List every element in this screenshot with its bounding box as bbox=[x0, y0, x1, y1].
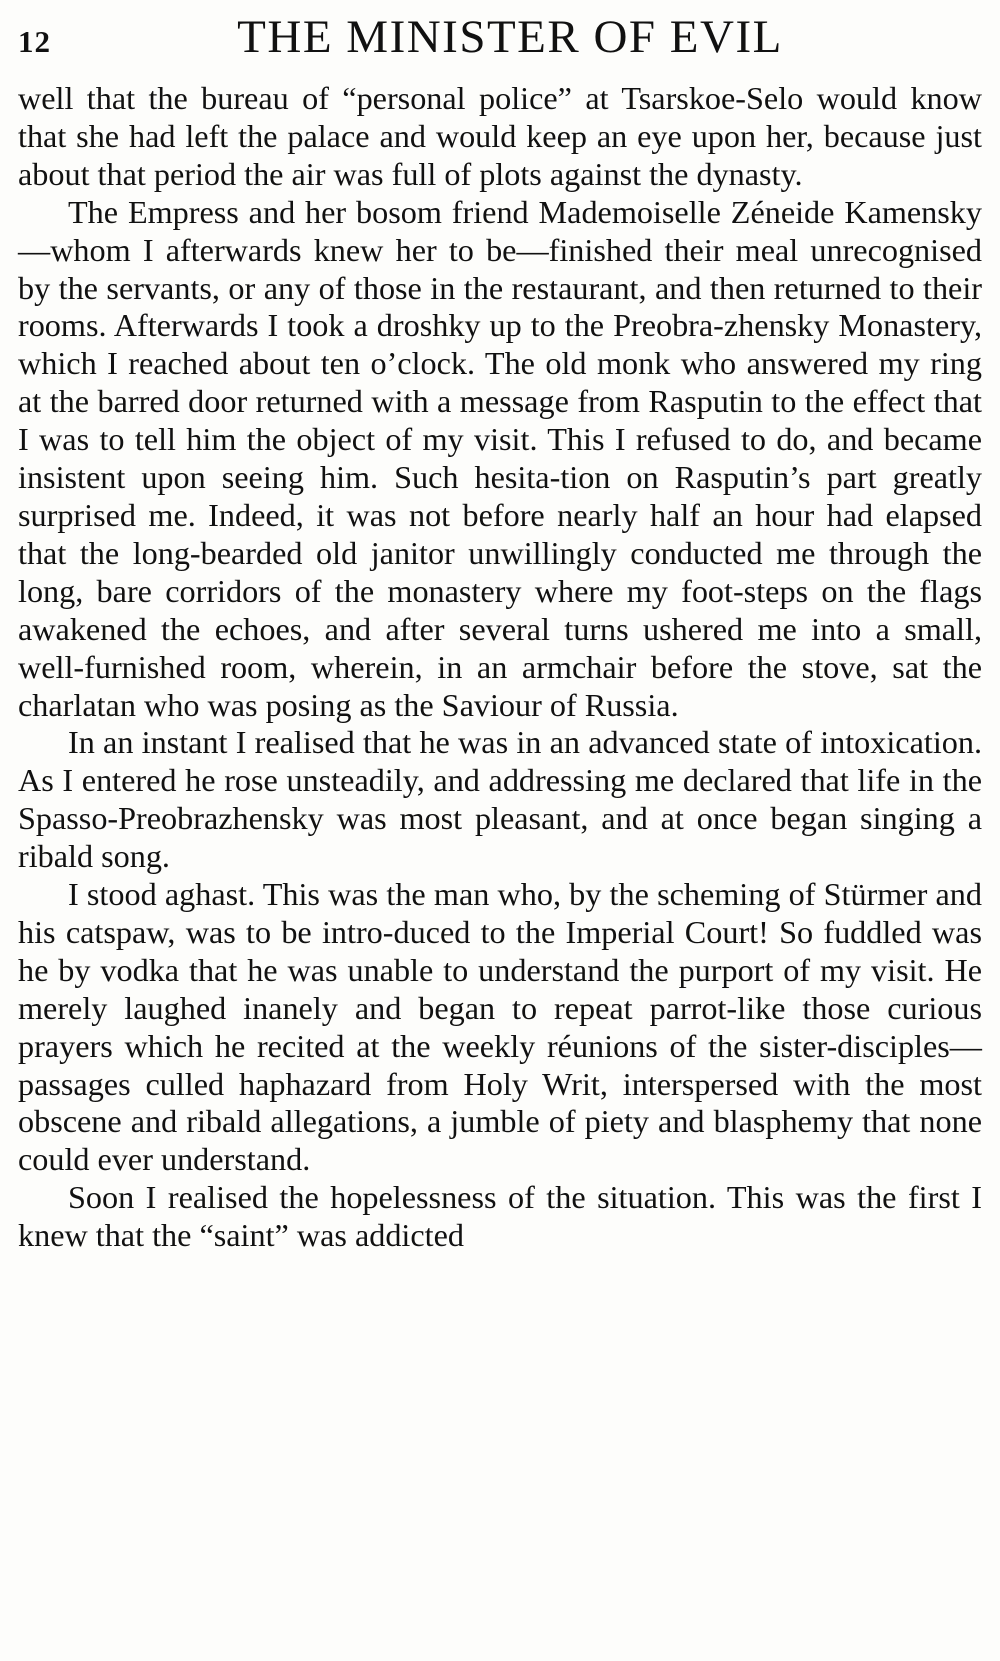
paragraph-continuation: well that the bureau of “personal police” at Tsarskoe-Selo would know that she had left the palace and would keep an eye upon her, because just about that period the air was full of plots against the dynasty. bbox=[18, 80, 982, 192]
body-text bbox=[18, 80, 982, 1255]
running-title: THE MINISTER OF EVIL bbox=[237, 11, 783, 63]
paragraph-hopelessness: Soon I realised the hopelessness of the situation. This was the first I knew that the “saint” was addicted bbox=[18, 1179, 982, 1254]
paragraph-intoxication: In an instant I realised that he was in an advanced state of intoxication. As I entered he rose unsteadily, and addressing me declared that life in the Spasso-Preobrazhensky was most pleasant, and at once began singing a ribald song. bbox=[18, 724, 982, 875]
paragraph-empress-dinner: The Empress and her bosom friend Mademoiselle Zéneide Kamensky—whom I afterwards knew her to be—finished their meal unrecognised by the servants, or any of those in the restaurant, and then returned to their rooms. Afterwards I took a droshky up to the Preobra-zhensky Monastery, which I reached about ten o’clock. The old monk who answered my ring at the barred door returned with a message from Rasputin to the effect that I was to tell him the object of my visit. This I refused to do, and became insistent upon seeing him. Such hesita-tion on Rasputin’s part greatly surprised me. Indeed, it was not before nearly half an hour had elapsed that the long-bearded old janitor unwillingly conducted me through the long, bare corridors of the monastery where my foot-steps on the flags awakened the echoes, and after several turns ushered me into a small, well-furnished room, wherein, in an armchair before the stove, sat the charlatan who was posing as the Saviour of Russia. bbox=[18, 193, 982, 723]
paragraph-aghast: I stood aghast. This was the man who, by the scheming of Stürmer and his catspaw, was to be intro-duced to the Imperial Court! So fuddled was he by vodka that he was unable to understand the purport of my visit. He merely laughed inanely and began to repeat parrot-like those curious prayers which he recited at the weekly réunions of the sister-disciples—passages culled haphazard from Holy Writ, interspersed with the most obscene and ribald allegations, a jumble of piety and blasphemy that none could ever understand. bbox=[18, 876, 982, 1178]
page-number: 12 bbox=[18, 24, 51, 59]
page-header bbox=[18, 10, 982, 70]
